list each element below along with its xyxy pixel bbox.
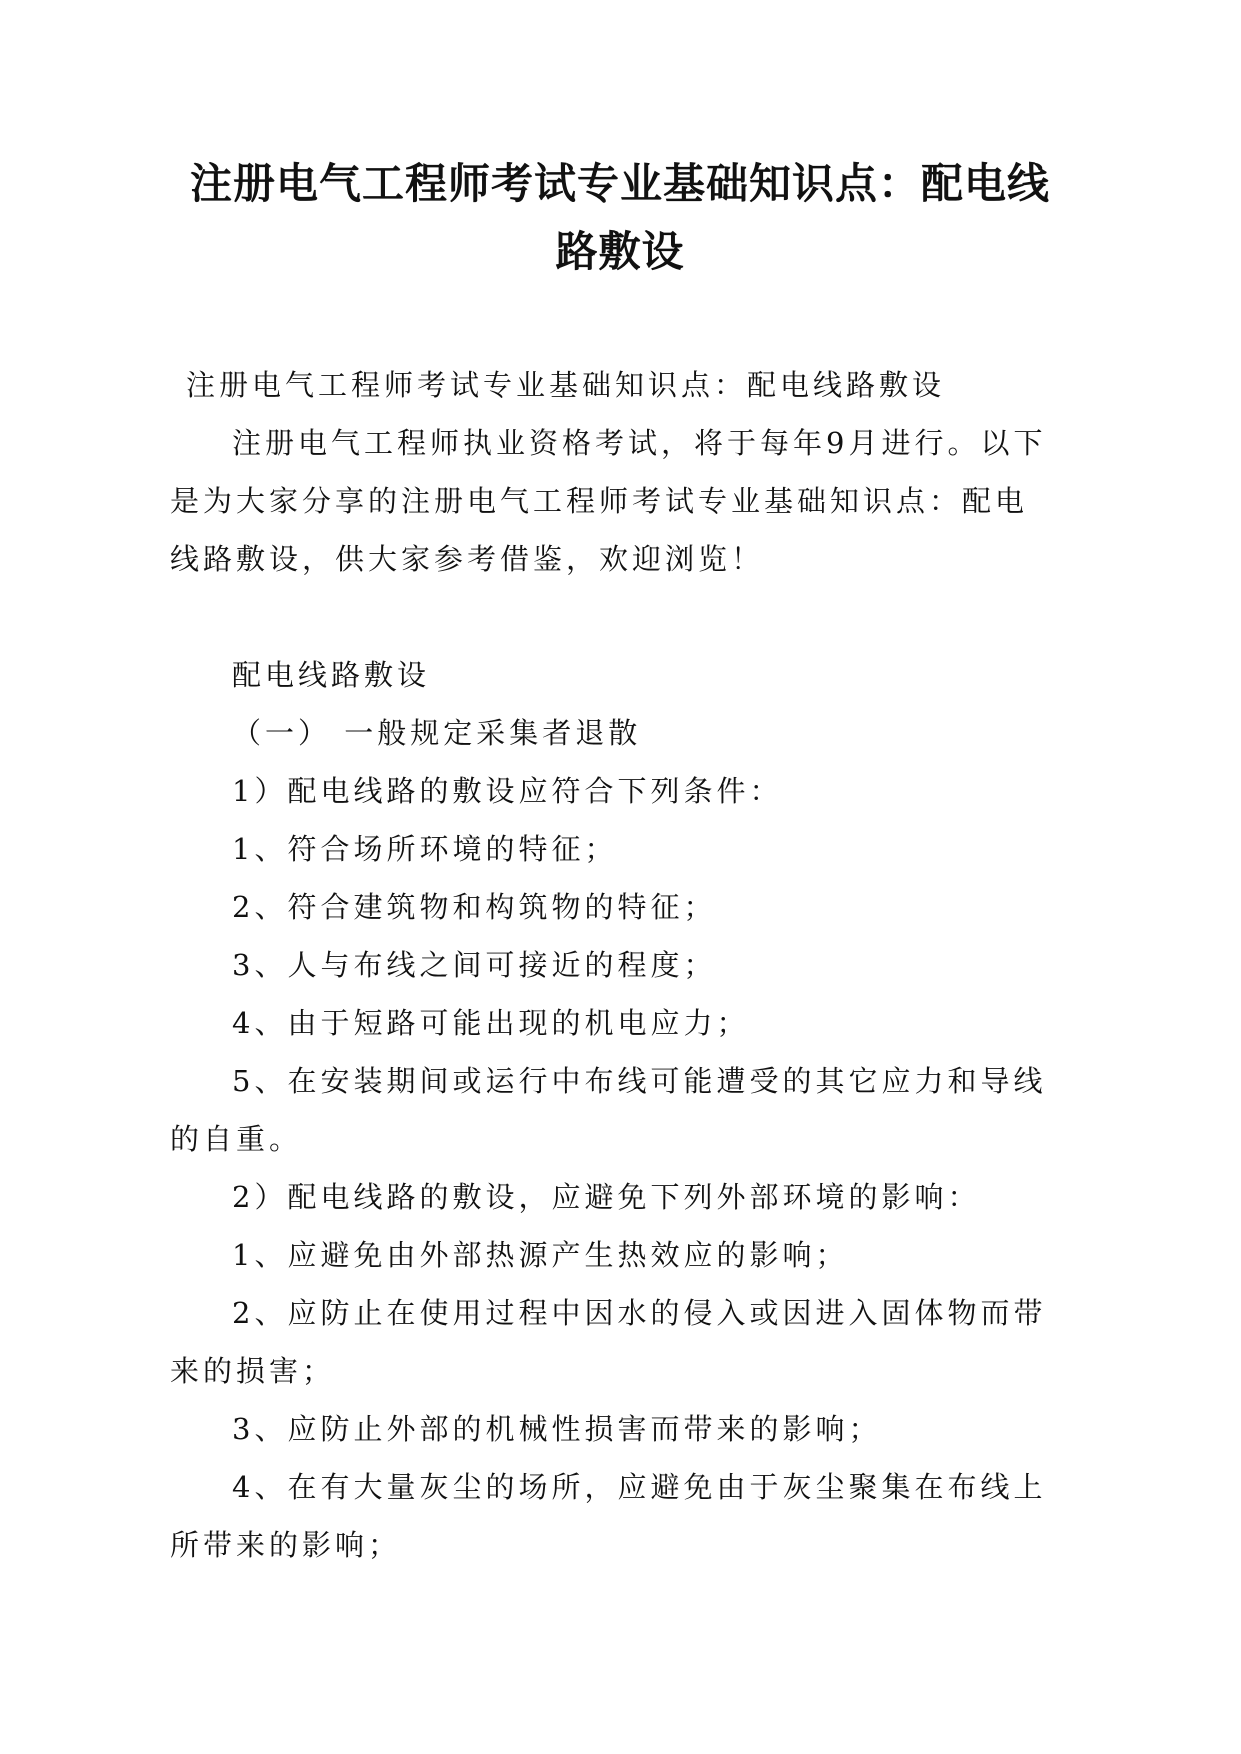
list-item: 3、人与布线之间可接近的程度； — [232, 948, 717, 982]
intro-paragraph: 注册电气工程师执业资格考试，将于每年9月进行。以下是为大家分享的注册电气工程师考试专业基础知识点：配电线路敷设，供大家参考借鉴，欢迎浏览！ — [170, 426, 1047, 576]
list-item: 5、在安装期间或运行中布线可能遭受的其它应力和导线的自重。 — [170, 1064, 1047, 1156]
group2-heading: 2）配电线路的敷设，应避免下列外部环境的影响： — [232, 1180, 981, 1214]
group1-heading: 1）配电线路的敷设应符合下列条件： — [232, 774, 783, 808]
list-item: 4、在有大量灰尘的场所，应避免由于灰尘聚集在布线上所带来的影响； — [170, 1470, 1047, 1562]
list-item: 1、应避免由外部热源产生热效应的影响； — [232, 1238, 849, 1272]
list-item: 3、应防止外部的机械性损害而带来的影响； — [232, 1412, 882, 1446]
document-subtitle: 注册电气工程师考试专业基础知识点：配电线路敷设 — [186, 368, 946, 402]
subsection-heading: （一） 一般规定采集者退散 — [232, 716, 642, 750]
document-title: 注册电气工程师考试专业基础知识点：配电线路敷设 — [189, 159, 1050, 276]
list-item: 2、应防止在使用过程中因水的侵入或因进入固体物而带来的损害； — [170, 1296, 1047, 1388]
list-item: 2、符合建筑物和构筑物的特征； — [232, 890, 717, 924]
list-item: 1、符合场所环境的特征； — [232, 832, 618, 866]
document-body — [170, 356, 1050, 1574]
list-item: 4、由于短路可能出现的机电应力； — [232, 1006, 750, 1040]
section-heading: 配电线路敷设 — [232, 658, 431, 692]
